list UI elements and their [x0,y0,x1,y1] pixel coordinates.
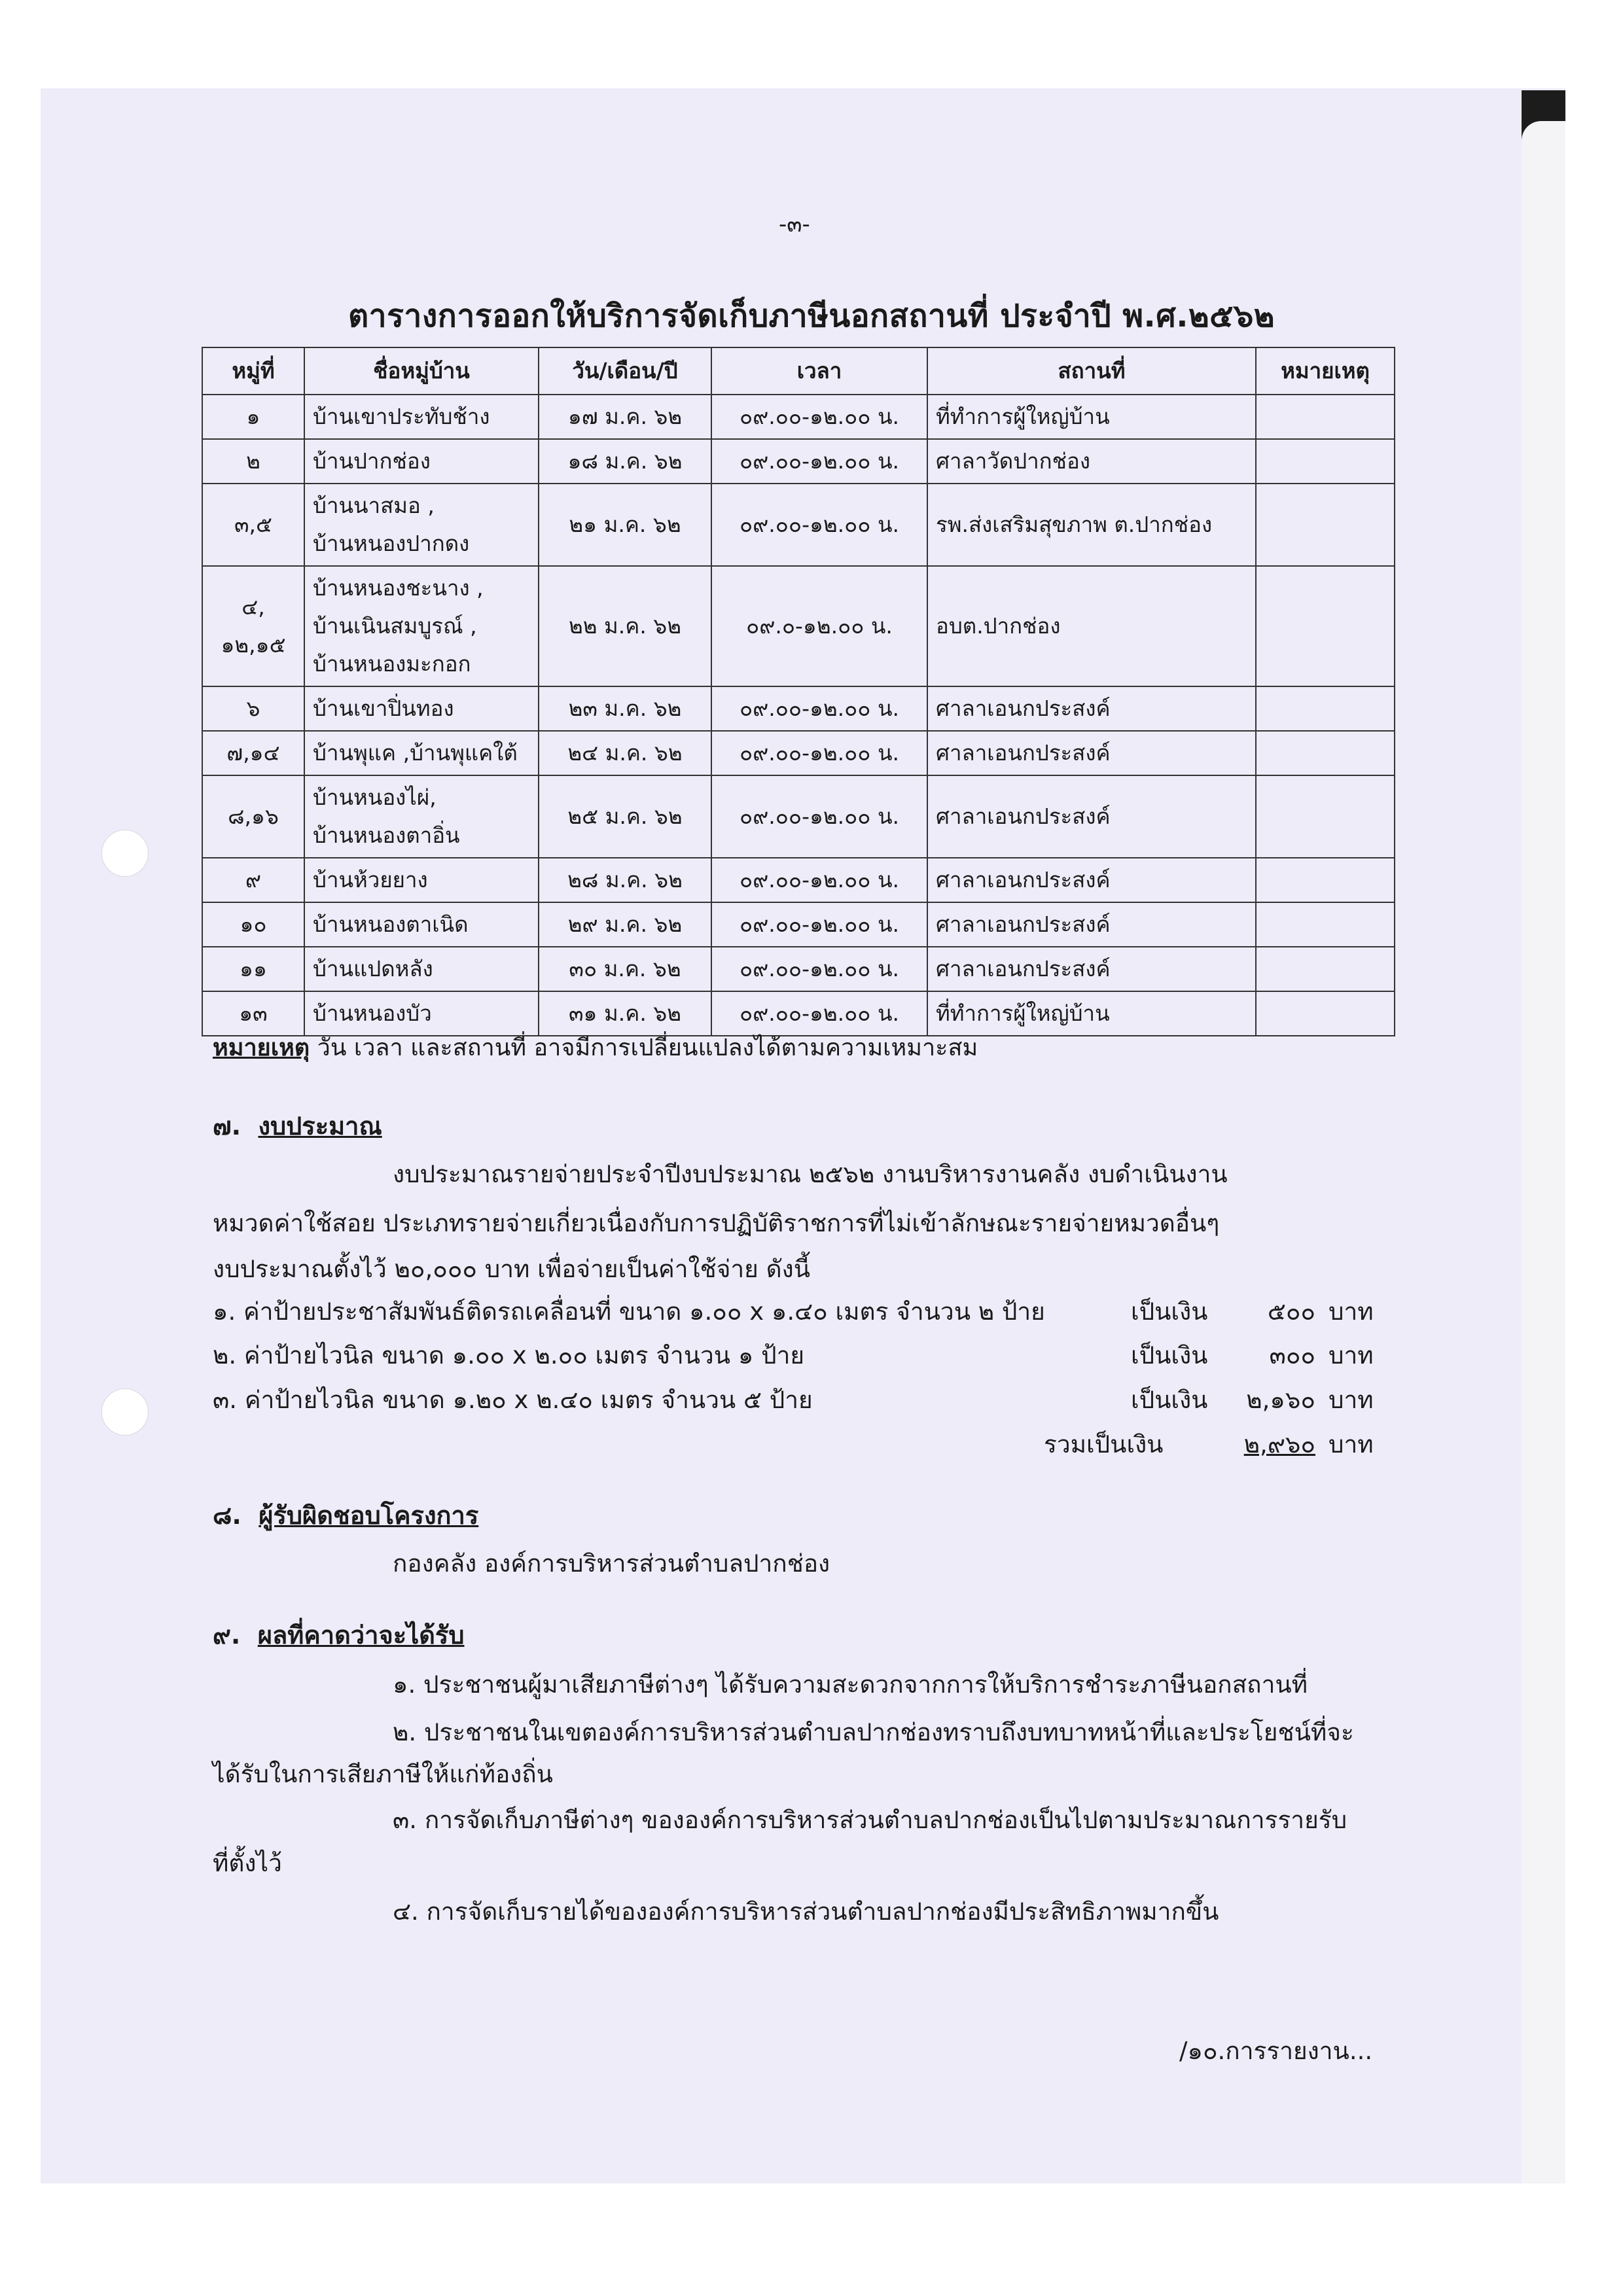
budget-item-desc: ๒. ค่าป้ายไวนิล ขนาด ๑.๐๐ x ๒.๐๐ เมตร จำนวน ๑ ป้าย [213,1341,805,1369]
village-line: บ้านหนองตาอิ่น [313,822,460,848]
cell-village: บ้านปากช่อง [304,439,539,484]
cell-remark [1256,395,1395,439]
village-line: บ้านหนองมะกอก [313,651,471,677]
cell-date: ๒๕ ม.ค. ๖๒ [539,775,711,858]
cell-time: ๐๙.๐๐-๑๒.๐๐ น. [711,858,927,902]
section-number: ๙. [213,1621,241,1650]
cell-remark [1256,439,1395,484]
cell-place: ศาลาเอนกประสงค์ [927,731,1256,775]
header-place: สถานที่ [927,347,1256,395]
budget-total-unit: บาท [1329,1430,1374,1458]
budget-line-1: งบประมาณรายจ่ายประจำปีงบประมาณ ๒๕๖๒ งานบริหารงานคลัง งบดำเนินงาน [393,1160,1228,1188]
scan-edge-margin [1522,121,1565,2183]
cell-village: บ้านแปดหลัง [304,947,539,991]
expected-result-2: ๒. ประชาชนในเขตองค์การบริหารส่วนตำบลปากช่องทราบถึงบทบาทหน้าที่และประโยชน์ที่จะ [393,1718,1354,1746]
budget-item-label: เป็นเงิน [1131,1298,1208,1326]
cell-village: บ้านหนองบัว [304,991,539,1036]
village-line: บ้านหนองชะนาง , [313,575,484,601]
cell-moo [202,566,304,686]
cell-date: ๒๓ ม.ค. ๖๒ [539,686,711,731]
section-title: ผลที่คาดว่าจะได้รับ [257,1621,465,1650]
cell-time: ๐๙.๐-๑๒.๐๐ น. [711,566,927,686]
cell-place: ศาลาวัดปากช่อง [927,439,1256,484]
budget-item-label: เป็นเงิน [1131,1386,1208,1414]
budget-item-amount: ๒,๑๖๐ [1246,1386,1315,1414]
cell-date: ๑๗ ม.ค. ๖๒ [539,395,711,439]
expected-result-2-cont: ได้รับในการเสียภาษีให้แก่ท้องถิ่น [213,1760,553,1788]
cell-date: ๒๙ ม.ค. ๖๒ [539,902,711,947]
table-row [202,395,1395,439]
cell-remark [1256,947,1395,991]
cell-remark [1256,686,1395,731]
cell-place: อบต.ปากช่อง [927,566,1256,686]
cell-remark [1256,566,1395,686]
cell-time: ๐๙.๐๐-๑๒.๐๐ น. [711,991,927,1036]
budget-total-label: รวมเป็นเงิน [1044,1430,1164,1458]
budget-item-desc: ๑. ค่าป้ายประชาสัมพันธ์ติดรถเคลื่อนที่ ขนาด ๑.๐๐ x ๑.๔๐ เมตร จำนวน ๒ ป้าย [213,1298,1045,1326]
moo-line: ๔, [241,594,265,620]
cell-moo: ๙ [202,858,304,902]
table-row [202,731,1395,775]
punch-hole [101,1388,149,1436]
cell-moo: ๑๐ [202,902,304,947]
document-title: ตารางการออกให้บริการจัดเก็บภาษีนอกสถานที่ ประจำปี พ.ศ.๒๕๖๒ [348,298,1275,334]
header-date: วัน/เดือน/ปี [539,347,711,395]
cell-moo: ๑๑ [202,947,304,991]
village-line: บ้านหนองไผ่, [313,785,437,810]
cell-date: ๒๒ ม.ค. ๖๒ [539,566,711,686]
section-number: ๘. [213,1501,241,1530]
cell-place: ศาลาเอนกประสงค์ [927,902,1256,947]
table-row [202,439,1395,484]
cell-moo: ๓,๕ [202,484,304,566]
cell-time: ๐๙.๐๐-๑๒.๐๐ น. [711,484,927,566]
cell-date: ๑๘ ม.ค. ๖๒ [539,439,711,484]
village-line: บ้านเนินสมบูรณ์ , [313,613,477,639]
cell-time: ๐๙.๐๐-๑๒.๐๐ น. [711,947,927,991]
cell-time: ๐๙.๐๐-๑๒.๐๐ น. [711,731,927,775]
cell-place: ศาลาเอนกประสงค์ [927,775,1256,858]
cell-remark [1256,775,1395,858]
section-8-heading [213,1495,478,1535]
cell-place: ที่ทำการผู้ใหญ่บ้าน [927,395,1256,439]
cell-village [304,566,539,686]
cell-village: บ้านห้วยยาง [304,858,539,902]
cell-place: ที่ทำการผู้ใหญ่บ้าน [927,991,1256,1036]
cell-remark [1256,858,1395,902]
cell-moo: ๘,๑๖ [202,775,304,858]
cell-village [304,775,539,858]
table-row [202,566,1395,686]
budget-total-amount: ๒,๙๖๐ [1243,1430,1315,1458]
schedule-table [202,347,1395,1036]
cell-place: รพ.ส่งเสริมสุขภาพ ต.ปากช่อง [927,484,1256,566]
section-title: งบประมาณ [258,1112,382,1140]
table-row [202,902,1395,947]
cell-moo: ๒ [202,439,304,484]
cell-time: ๐๙.๐๐-๑๒.๐๐ น. [711,902,927,947]
table-row [202,947,1395,991]
cell-village: บ้านพุแค ,บ้านพุแคใต้ [304,731,539,775]
note-text: วัน เวลา และสถานที่ อาจมีการเปลี่ยนแปลงได้ตามความเหมาะสม [317,1034,978,1061]
cell-date: ๒๑ ม.ค. ๖๒ [539,484,711,566]
budget-item-amount: ๕๐๐ [1267,1298,1315,1326]
section-9-heading [213,1615,464,1655]
cell-remark [1256,731,1395,775]
section-7-heading [213,1106,382,1146]
table-row [202,484,1395,566]
cell-village: บ้านหนองตาเนิด [304,902,539,947]
expected-result-1: ๑. ประชาชนผู้มาเสียภาษีต่างๆ ได้รับความสะดวกจากการให้บริการชำระภาษีนอกสถานที่ [393,1670,1308,1699]
cell-moo: ๖ [202,686,304,731]
cell-remark [1256,902,1395,947]
cell-remark [1256,484,1395,566]
budget-line-3: งบประมาณตั้งไว้ ๒๐,๐๐๐ บาท เพื่อจ่ายเป็นค่าใช้จ่าย ดังนี้ [213,1255,810,1283]
budget-item-unit: บาท [1329,1298,1374,1326]
table-row [202,858,1395,902]
note-label: หมายเหตุ [213,1034,310,1061]
cell-date: ๓๐ ม.ค. ๖๒ [539,947,711,991]
cell-time: ๐๙.๐๐-๑๒.๐๐ น. [711,439,927,484]
cell-moo: ๑๓ [202,991,304,1036]
cell-time: ๐๙.๐๐-๑๒.๐๐ น. [711,395,927,439]
cell-village: บ้านเขาประทับช้าง [304,395,539,439]
budget-line-2: หมวดค่าใช้สอย ประเภทรายจ่ายเกี่ยวเนื่องกับการปฏิบัติราชการที่ไม่เข้าลักษณะรายจ่ายหมวดอื่นๆ [213,1209,1220,1237]
cell-remark [1256,991,1395,1036]
budget-item-label: เป็นเงิน [1131,1341,1208,1369]
header-village: ชื่อหมู่บ้าน [304,347,539,395]
cell-place: ศาลาเอนกประสงค์ [927,686,1256,731]
expected-result-4: ๔. การจัดเก็บรายได้ขององค์การบริหารส่วนตำบลปากช่องมีประสิทธิภาพมากขึ้น [393,1898,1219,1926]
cell-village [304,484,539,566]
village-line: บ้านหนองปากดง [313,531,470,556]
note [213,1029,978,1066]
cell-date: ๓๑ ม.ค. ๖๒ [539,991,711,1036]
continuation-footer: /๑๐.การรายงาน... [1179,2037,1373,2065]
cell-moo: ๗,๑๔ [202,731,304,775]
cell-date: ๒๘ ม.ค. ๖๒ [539,858,711,902]
cell-time: ๐๙.๐๐-๑๒.๐๐ น. [711,686,927,731]
expected-result-3: ๓. การจัดเก็บภาษีต่างๆ ขององค์การบริหารส่วนตำบลปากช่องเป็นไปตามประมาณการรายรับ [393,1806,1347,1834]
cell-date: ๒๔ ม.ค. ๖๒ [539,731,711,775]
section-title: ผู้รับผิดชอบโครงการ [259,1501,479,1530]
moo-line: ๑๒,๑๕ [221,632,286,658]
village-line: บ้านนาสมอ , [313,493,435,518]
punch-hole [101,830,149,877]
header-moo: หมู่ที่ [202,347,304,395]
section-number: ๗. [213,1112,241,1140]
table-header-row [202,347,1395,395]
table-row [202,775,1395,858]
expected-result-3-cont: ที่ตั้งไว้ [213,1849,282,1877]
cell-time: ๐๙.๐๐-๑๒.๐๐ น. [711,775,927,858]
budget-item-desc: ๓. ค่าป้ายไวนิล ขนาด ๑.๒๐ x ๒.๔๐ เมตร จำนวน ๕ ป้าย [213,1386,813,1414]
page-number: -๓- [779,211,810,238]
cell-place: ศาลาเอนกประสงค์ [927,947,1256,991]
budget-item-unit: บาท [1329,1386,1374,1414]
cell-place: ศาลาเอนกประสงค์ [927,858,1256,902]
cell-moo: ๑ [202,395,304,439]
budget-item-unit: บาท [1329,1341,1374,1369]
budget-item-amount: ๓๐๐ [1269,1341,1315,1369]
header-remark: หมายเหตุ [1256,347,1395,395]
header-time: เวลา [711,347,927,395]
cell-village: บ้านเขาปิ่นทอง [304,686,539,731]
responsible-unit: กองคลัง องค์การบริหารส่วนตำบลปากช่อง [393,1549,830,1578]
table-row [202,686,1395,731]
